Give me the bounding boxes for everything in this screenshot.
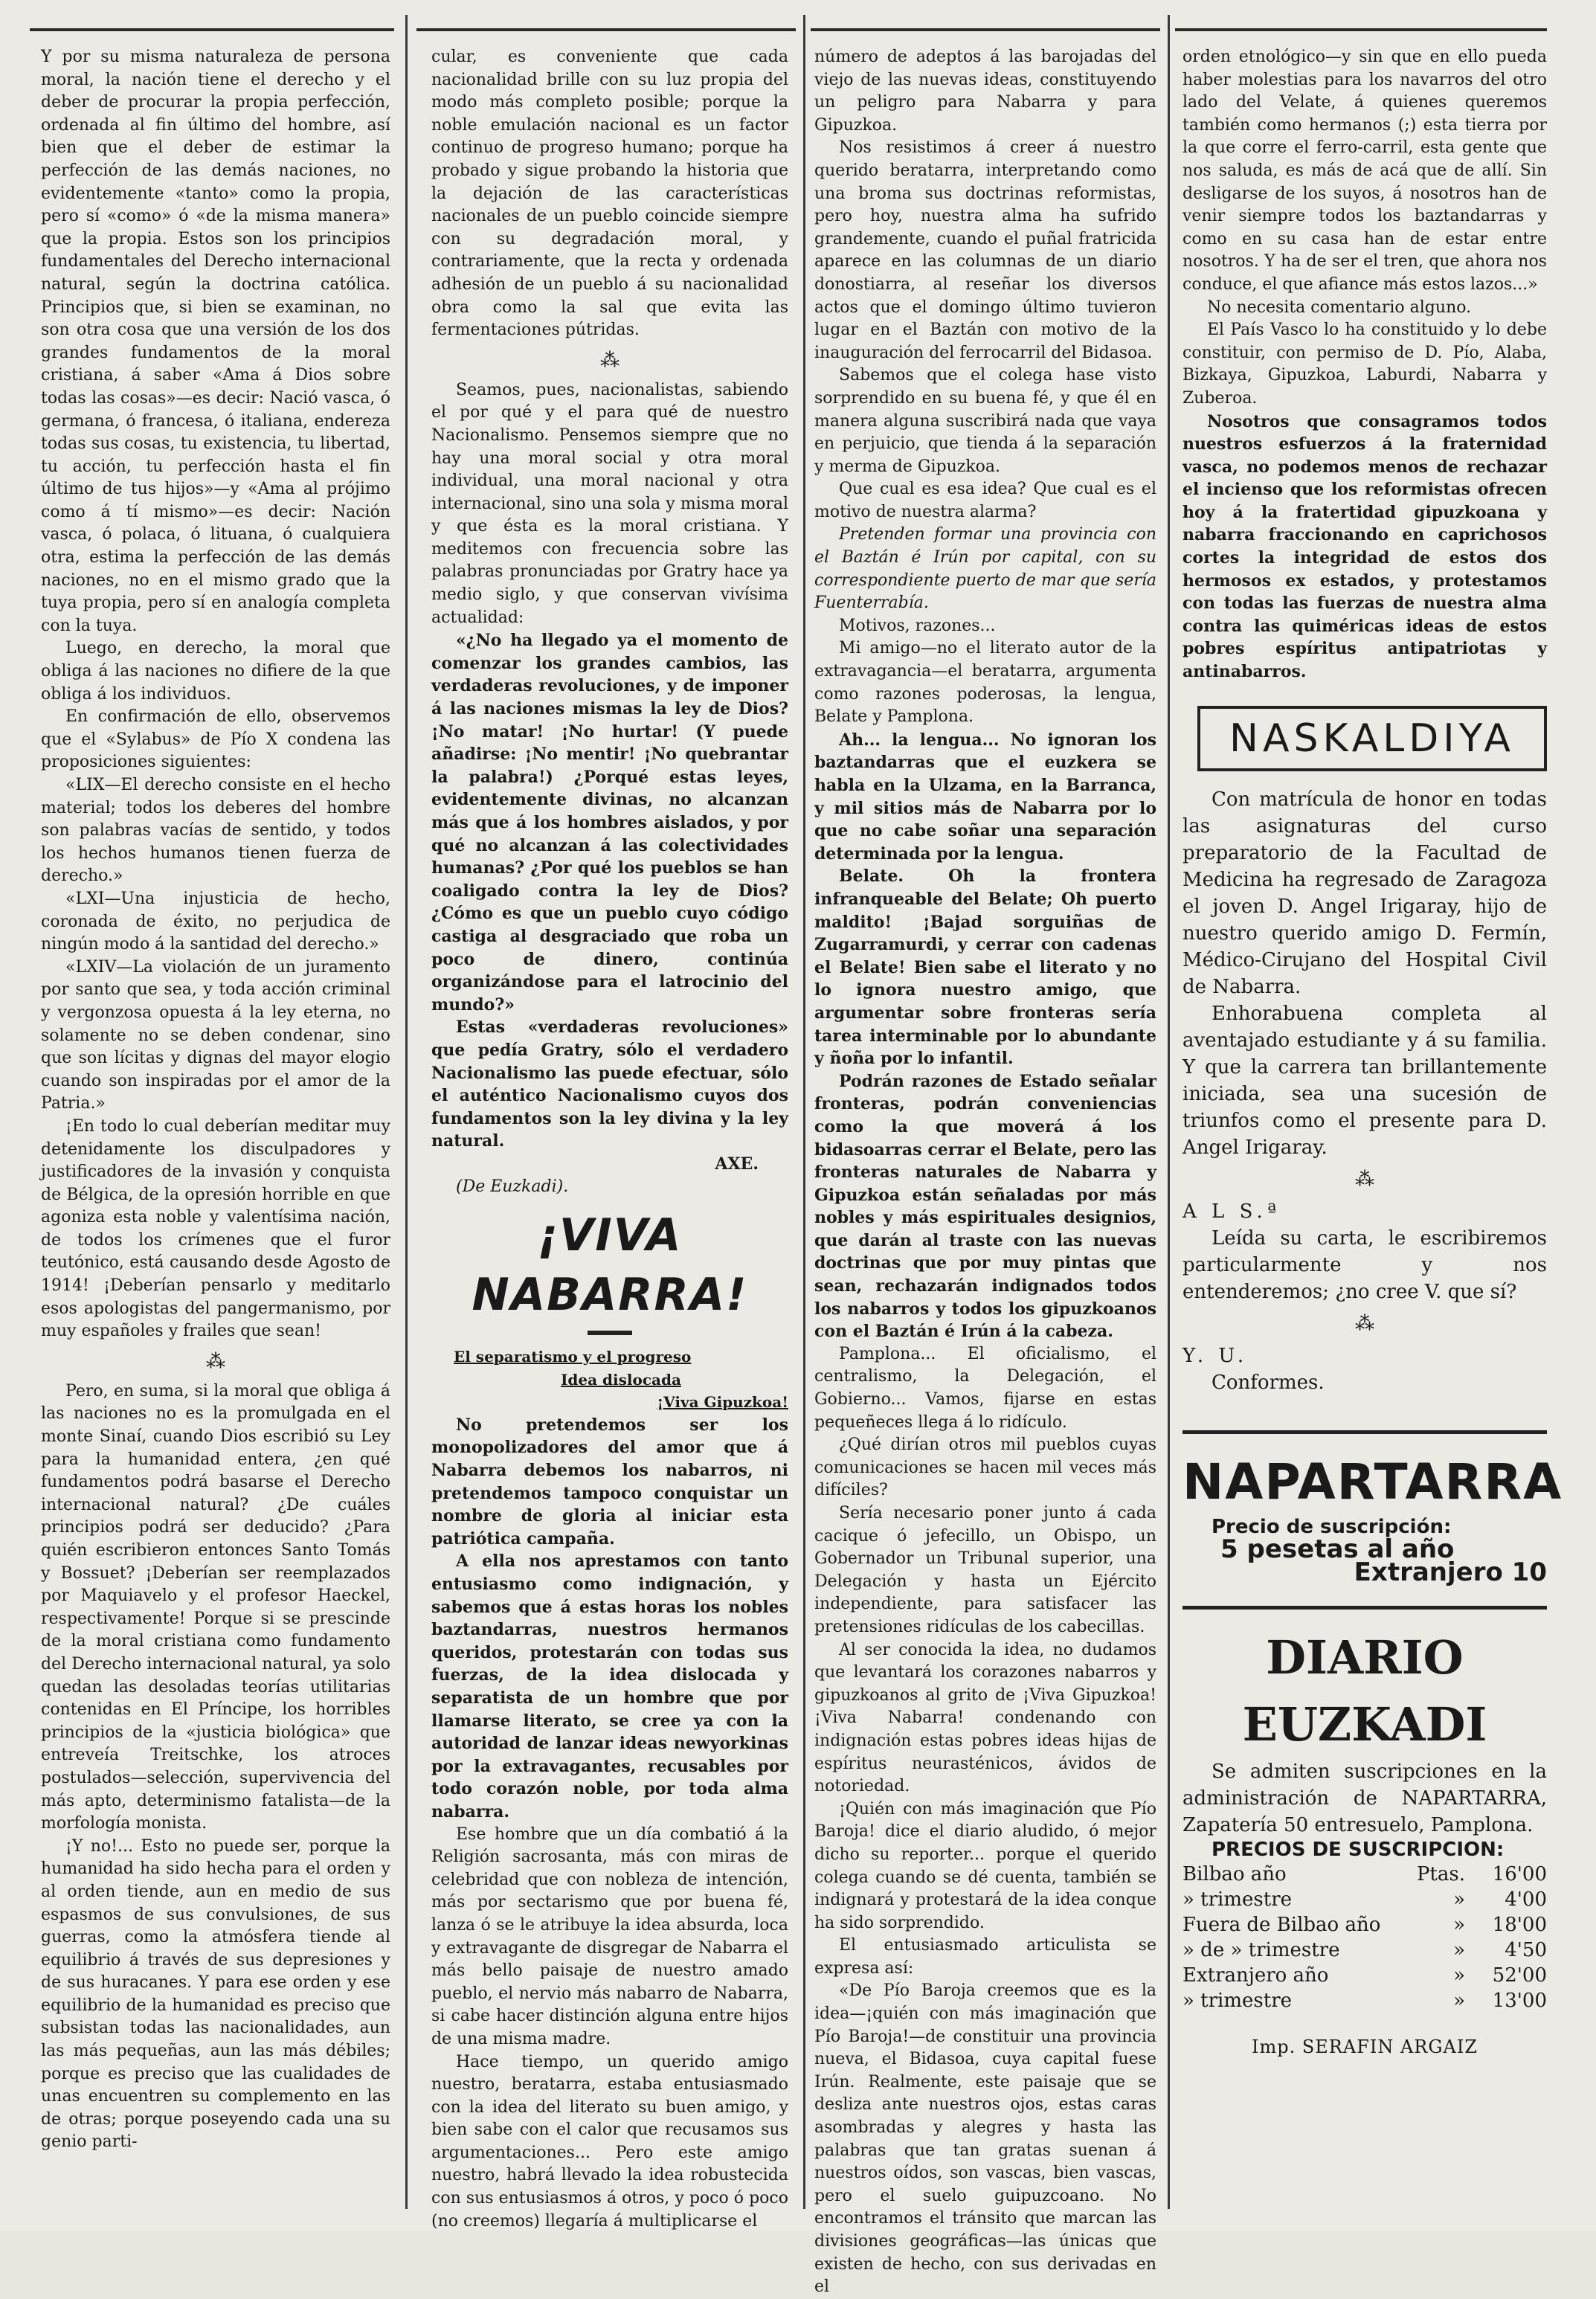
table-row <box>1182 1887 1547 1912</box>
table-row <box>1182 1988 1547 2013</box>
paragraph: Estas «verdaderas revoluciones» que pedía Gratry, sólo el verdadero Nacionalismo las puede efectuar, sólo el auténtico Nacionalismo cuyos dos fundamentos son la ley divina y la ley natural. <box>431 1017 788 1151</box>
prices-table <box>1182 1862 1547 2013</box>
letter-notice <box>1182 1343 1547 1396</box>
paragraph: Y por su misma naturaleza de persona moral, la nación tiene el derecho y el deber de procurar la propia perfección, ordenada al fin último del hombre, así bien que el deber de estimar la perfección de las demás naciones, no evidentemente «tanto» como la propia, pero sí «como» ó «de la misma manera» que la propia. Estos son los principios fundamentales del Derecho internacional natural, según la doctrina católica. Principios que, si bien se examinan, no son otra cosa que una versión de los dos grandes fundamentos de la moral cristiana, á saber «Ama á Dios sobre todas las cosas»—es decir: Nació vasca, ó germana, ó francesa, ó italiana, endereza todas sus cosas, tu existencia, tu libertad, tu acción, tu perfección hasta el fin último de tus hijos»—y «Ama al prójimo como á tí mismo»—es decir: Nación vasca, ó polaca, ó lituana, ó cualquiera otra, estima la perfección de las demás naciones, no en el mismo grado que la tuya propia, pero sí en analogía completa con la tuya. <box>41 48 390 635</box>
column-2 <box>431 46 788 2233</box>
column-3 <box>814 46 1156 2299</box>
letter-text: Leída su carta, le escribiremos particularmente y nos entenderemos; ¿no cree V. que sí? <box>1182 1226 1547 1303</box>
paragraph: orden etnológico—y sin que en ello pueda haber molestias para los navarros del otro lado del Velate, á quienes queremos también como hermanos (;) esta tierra por la que corre el ferro-carril, esta gente que nos saluda, es más de acá que de allí. Sin desligarse de los suyos, á nosotros han de venir siempre todos los baztandarras y como en su casa han de estar entre nosotros. Y ha de ser el tren, que ahora nos conduce, el que afiance más estos lazos...» <box>1182 48 1547 294</box>
price-mark: » <box>1453 1990 1465 2012</box>
asterism-icon: ⁂ <box>1355 1312 1374 1335</box>
paragraph: Sabemos que el colega hase visto sorprendido en su buena fé, y que él en manera alguna suscribirá nada que vaya en perjuicio, que tienda á la separación y merma de Gipuzkoa. <box>814 366 1156 476</box>
subheading: Idea dislocada <box>561 1370 681 1389</box>
table-row <box>1182 1938 1547 1963</box>
price-value: 4'50 <box>1505 1939 1547 1961</box>
paragraph: Mi amigo—no el literato autor de la extravagancia—el beratarra, argumenta como razones poderosas, la lengua, Belate y Pamplona. <box>814 639 1156 727</box>
paragraph: Enhorabuena completa al aventajado estudiante y á su familia. Y que la carrera tan brillantemente iniciada, sea una sucesión de triunfos como el presente para D. Angel Irigaray. <box>1182 1002 1547 1159</box>
asterism-icon: ⁂ <box>600 349 620 372</box>
paragraph: Ese hombre que un día combatió á la Religión sacrosanta, más con miras de celebridad que con nobleza de intención, más por sectarismo que por buena fé, lanza ó se le atribuye la idea absurda, loca y extravagante de disgregar de Nabarra el más bello paisaje de nuestro amado pueblo, el nervio más nabarro de Nabarra, si cabe hacer distinción alguna entre hijos de una misma madre. <box>431 1824 788 2048</box>
paragraph: Pero, en suma, si la moral que obliga á las naciones no es la promulgada en el monte Sinaí, cuando Dios escribió su Ley para la humanidad entera, ¿en qué fundamentos podrá basarse el Derecho internacional natural? ¿De cuáles principios podrá ser deducido? ¿Para quién escribieron entonces Santo Tomás y Bossuet? ¡Deberían ser reemplazados por Maquiavelo y el profesor Haeckel, respectivamente! Porque si se prescinde de la moral cristiana como fundamento del Derecho internacional natural, ya solo quedan las desoladas teorías utilitarias contenidas en El Príncipe, los horribles principios de la «justicia biológica» que entreveía Treitschke, los atroces postulados—selección, supervivencia del más apto, determinismo fatalista—de la morfología monista. <box>41 1381 390 1833</box>
paragraph: «LXIV—La violación de un juramento por santo que sea, y toda acción criminal y vergonzosa opuesta á la ley eterna, no solamente no se deben condenar, sino que son lícitas y dignas del mayor elogio cuando son inspiradas por el amor de la Patria.» <box>41 957 390 1113</box>
article-source: (De Euzkadi). <box>456 1177 569 1196</box>
price-mark: » <box>1453 1964 1465 1987</box>
column-1 <box>41 46 390 2154</box>
price-label: Fuera de Bilbao año <box>1182 1914 1381 1936</box>
top-rule <box>1175 28 1547 31</box>
paragraph: El entusiasmado articulista se expresa así: <box>814 1936 1156 1978</box>
subheading: El separatismo y el progreso <box>454 1348 692 1366</box>
diario-euzkadi-masthead: DIARIO EUZKADI <box>1182 1606 1547 1758</box>
paragraph: Se admiten suscripciones en la administración de NAPARTARRA, Zapatería 50 entresuelo, Pamplona. <box>1182 1761 1547 1837</box>
paragraph: Sería necesario poner junto á cada cacique ó jefecillo, un Obispo, un Gobernador un Tribunal superior, una Delegación y hasta un Ejército independiente, para satisfacer las pretensiones ridículas de los cabecillas. <box>814 1504 1156 1636</box>
article-headline: ¡VIVA NABARRA! <box>472 1209 748 1322</box>
price-label: Extranjero año <box>1182 1964 1329 1987</box>
paragraph: Ah... la lengua... No ignoran los baztandarras que el euzkera se habla en la Ulzama, en la Barranca, y mil sitios más de Nabarra por lo que no cabe soñar una separación determinada por la lengua. <box>814 730 1156 864</box>
paragraph: cular, es conveniente que cada nacionalidad brille con su luz propia del modo más completo posible; porque la noble emulación nacional es un factor continuo de progreso humano; porque ha probado y sigue probando la historia que la dejación de las características nacionales de un pueblo coincide siempre con su degradación moral, y contrariamente, que la recta y ordenada adhesión de un pueblo á su nacionalidad obra como la sal que evita las fermentaciones pútridas. <box>431 48 788 340</box>
paragraph: Al ser conocida la idea, no dudamos que levantará los corazones nabarros y gipuzkoanos al grito de ¡Viva Gipuzkoa! ¡Viva Nabarra! condenando con indignación estas pobres ideas hijas de espíritus neurasténicos, ávidos de notoriedad. <box>814 1640 1156 1796</box>
diario-notice <box>1182 1758 1547 1839</box>
paragraph: Luego, en derecho, la moral que obliga á las naciones no difiere de la que obliga á los individuos. <box>41 639 390 704</box>
paragraph: Motivos, razones... <box>839 616 996 635</box>
naskaldiya-notice <box>1182 786 1547 1161</box>
paragraph: «LIX—El derecho consiste en el hecho material; todos los deberes del hombre son palabras vacías de sentido, y todos los hechos humanos tienen fuerza de derecho.» <box>41 776 390 886</box>
price-label: » trimestre <box>1182 1888 1293 1911</box>
column-rule <box>405 15 408 2209</box>
paragraph: Pretenden formar una provincia con el Baztán é Irún por capital, con su correspondiente puerto de mar que sería Fuenterrabía. <box>814 525 1156 613</box>
paragraph: Podrán razones de Estado señalar fronteras, podrán conveniencias como la que moverá á los bidasoarras cerrar el Belate, pero las fronteras naturales de Nabarra y Gipuzkoa están señaladas por más nobles y más espirituales designios, que darán al traste con las nuevas doctrinas que por muy pintas que sean, rechazarán indignados todos los nabarros y todos los gipuzkoanos con el Baztán é Irún á la cabeza. <box>814 1071 1156 1342</box>
headline-dash <box>588 1331 632 1335</box>
paragraph: Seamos, pues, nacionalistas, sabiendo el por qué y el para qué de nuestro Nacionalismo. Pensemos siempre que no hay una moral social y otra moral individual, una moral nacional y otra internacional, sino una sola y misma moral y que ésta es la moral cristiana. Y meditemos con frecuencia sobre las palabras pronunciadas por Gratry hace ya medio siglo, y que conservan vivísima actualidad: <box>431 380 788 627</box>
letter-text: Conformes. <box>1212 1371 1325 1394</box>
printer-imprint: Imp. SERAFIN ARGAIZ <box>1251 2036 1478 2057</box>
paragraph: Belate. Oh la frontera infranqueable del Belate; Oh puerto maldito! ¡Bajad sorguiñas de Zugarramurdi, y cerrar con cadenas el Belate! Bien sabe el literato y no lo ignora nuestro amigo, que argumentar sobre fronteras sería tarea interminable por lo abundante y ñoña por lo infantil. <box>814 866 1156 1069</box>
letter-heading: Y. U. <box>1182 1344 1249 1367</box>
price-label: » trimestre <box>1182 1990 1293 2012</box>
price-mark: » <box>1453 1939 1465 1961</box>
paragraph: Pamplona... El oficialismo, el centralismo, la Delegación, el Gobierno... Vamos, fijarse en estas pequeñeces llega á lo ridículo. <box>814 1344 1156 1432</box>
price-value: 52'00 <box>1492 1964 1547 1987</box>
price-value: 4'00 <box>1505 1888 1547 1911</box>
subscription-price-label: Precio de suscripción: <box>1212 1515 1452 1538</box>
column-4 <box>1182 46 1563 2059</box>
price-value: 13'00 <box>1492 1990 1547 2012</box>
paragraph: No pretendemos ser los monopolizadores del amor que á Nabarra debemos los nabarros, ni pretendemos tampoco conquistar un nombre de gloria al iniciar esta patriótica campaña. <box>431 1415 788 1549</box>
paragraph: A ella nos aprestamos con tanto entusiasmo como indignación, y sabemos que á estas horas los nobles baztandarras, nuestros hermanos queridos, protestarán con todas sus fuerzas, de la idea dislocada y separatista de un hombre que por llamarse literato, se cree ya con la autoridad de lanzar ideas newyorkinas por la extravagantes, recusables por todo corazón noble, por toda alma nabarra. <box>431 1552 788 1821</box>
asterism-icon: ⁂ <box>206 1350 225 1373</box>
prices-heading: PRECIOS DE SUSCRIPCION: <box>1212 1839 1505 1862</box>
paragraph: Nos resistimos á creer á nuestro querido beratarra, interpretando como una broma sus doctrinas reformistas, pero hoy, nuestra alma ha sufrido grandemente, cuando el puñal fratricida aparece en las columnas de un diario donostiarra, al reseñar los diversos actos que el domingo último tuvieron lugar en el Baztán con motivo de la inauguración del ferrocarril del Bidasoa. <box>814 138 1156 362</box>
paragraph: Con matrícula de honor en todas las asignaturas del curso preparatorio de la Facultad de Medicina ha regresado de Zaragoza el joven D. Angel Irigaray, hijo de nuestro querido amigo D. Fermín, Médico-Cirujano del Hospital Civil de Nabarra. <box>1182 788 1547 998</box>
top-rule <box>811 28 1160 31</box>
paragraph: Que cual es esa idea? Que cual es el motivo de nuestra alarma? <box>814 480 1156 521</box>
annual-price: 5 pesetas al año <box>1220 1534 1455 1565</box>
column-rule <box>1168 15 1170 2209</box>
paragraph: En confirmación de ello, observemos que el «Sylabus» de Pío X condena las proposiciones siguientes: <box>41 707 390 772</box>
paragraph: ¡En todo lo cual deberían meditar muy detenidamente los disculpadores y justificadores de la invasión y conquista de Bélgica, de la opresión horrible en que agoniza esta noble y valentísima nación, de todos los crímenes que el furor teutónico, está causando desde Agosto de 1914! ¡Deberían pensarlo y meditarlo esos apologistas del pangermanismo, por muy españoles y frailes que sean! <box>41 1116 390 1341</box>
article-signature: AXE. <box>715 1154 759 1174</box>
letter-notice <box>1182 1198 1547 1305</box>
paragraph: Nosotros que consagramos todos nuestros esfuerzos á la fraternidad vasca, no podemos menos de rechazar el incienso que los reformistas ofrecen hoy á la fratertidad gipuzkoana y nabarra fraccionando en caprichosos cortes la integridad de estos dos hermosos ex estados, y protestamos con todas las fuerzas de nuestra alma contra las quiméricas ideas de estos pobres espíritus antipatriotas y antinabarros. <box>1182 411 1547 682</box>
paragraph: número de adeptos á las barojadas del viejo de las nuevas ideas, constituyendo un peligro para Nabarra y para Gipuzkoa. <box>814 48 1156 135</box>
paragraph: «LXI—Una injusticia de hecho, coronada de éxito, no perjudica de ningún modo á la santidad del derecho.» <box>41 889 390 954</box>
price-label: Bilbao año <box>1182 1863 1287 1885</box>
naskaldiya-heading: NASKALDIYA <box>1197 706 1547 771</box>
top-rule <box>30 28 394 31</box>
napartarra-masthead: NAPARTARRA <box>1182 1430 1547 1516</box>
paragraph: Hace tiempo, un querido amigo nuestro, beratarra, estaba entusiasmado con la idea del literato su buen amigo, y bien sabe con el calor que recusamos sus argumentaciones... Pero este amigo nuestro, habrá llevado la idea robustecida con sus entusiasmos á otros, y poco ó poco (no creemos) llegaría á multiplicarse el <box>431 2052 788 2231</box>
paragraph: «¿No ha llegado ya el momento de comenzar los grandes cambios, las verdaderas revoluciones, y de imponer á las naciones mismas la ley de Dios? ¡No matar! ¡No hurtar! (Y puede añadirse: ¡No mentir! ¡No quebrantar la palabra!) ¿Porqué estas leyes, evidentemente divinas, no alcanzan más que á los hombres aislados, y por qué no alcanzan á las colectividades humanas? ¿Por qué los pueblos se han coaligado contra la ley de Dios? ¿Cómo es que un pueblo cuyo código castiga al desgraciado que roba un poco de dinero, continúa organizándose para el latrocinio del mundo?» <box>431 631 788 1015</box>
asterism-icon: ⁂ <box>1355 1168 1374 1191</box>
top-rule <box>416 28 796 31</box>
letter-heading: A L S.ª <box>1182 1200 1281 1223</box>
table-row <box>1182 1912 1547 1938</box>
price-mark: » <box>1453 1914 1465 1936</box>
price-value: 16'00 <box>1492 1863 1547 1885</box>
price-value: 18'00 <box>1492 1914 1547 1936</box>
paragraph: ¡Y no!... Esto no puede ser, porque la humanidad ha sido hecha para el orden y al orden tiende, aun en medio de sus espasmos de sus convulsiones, de sus guerras, como la atmósfera tiende al equilibrio á través de sus depresiones y de sus huracanes. Y para ese orden y ese equilibrio de la humanidad es preciso que subsistan todas las nacionalidades, aun las más pequeñas, aun las más débiles; porque es preciso que las cualidades de unas encuentren su complemento en las de otras; porque poseyendo cada una su genio parti- <box>41 1836 390 2152</box>
paragraph: El País Vasco lo ha constituido y lo debe constituir, con permiso de D. Pío, Alaba, Bizkaya, Gipuzkoa, Laburdi, Nabarra y Zuberoa. <box>1182 321 1547 408</box>
price-mark: » <box>1453 1888 1465 1911</box>
paragraph: ¿Qué dirían otros mil pueblos cuyas comunicaciones se hacen mil veces más difíciles? <box>814 1435 1156 1500</box>
table-row <box>1182 1862 1547 1887</box>
price-currency: Ptas. <box>1416 1863 1465 1885</box>
column-rule <box>803 15 805 2209</box>
paragraph: No necesita comentario alguno. <box>1207 298 1472 317</box>
table-row <box>1182 1963 1547 1988</box>
price-label: » de » trimestre <box>1182 1939 1340 1961</box>
foreign-price: Extranjero 10 <box>1354 1557 1547 1587</box>
paragraph: «De Pío Baroja creemos que es la idea—¡quién con más imaginación que Pío Baroja!—de constituir una provincia nueva, el Bidasoa, cuya capital fuese Irún. Realmente, este paisaje que se desliza ante nuestros ojos, estas caras asombradas y alegres y hasta las palabras que tan gratas suenan á nuestros oídos, son vascas, bien vascas, pero el suelo guipuzcoano. No encontramos el tránsito que marcan las divisiones geográficas—las únicas que existen de hecho, con sus derivadas en el <box>814 1981 1156 2297</box>
subheading: ¡Viva Gipuzkoa! <box>657 1393 788 1412</box>
paragraph: ¡Quién con más imaginación que Pío Baroja! dice el diario aludido, ó mejor dicho su reporter... porque el querido colega cuando se dé cuenta, también se indignará y protestará de la idea conque ha sido sorprendido. <box>814 1799 1156 1932</box>
